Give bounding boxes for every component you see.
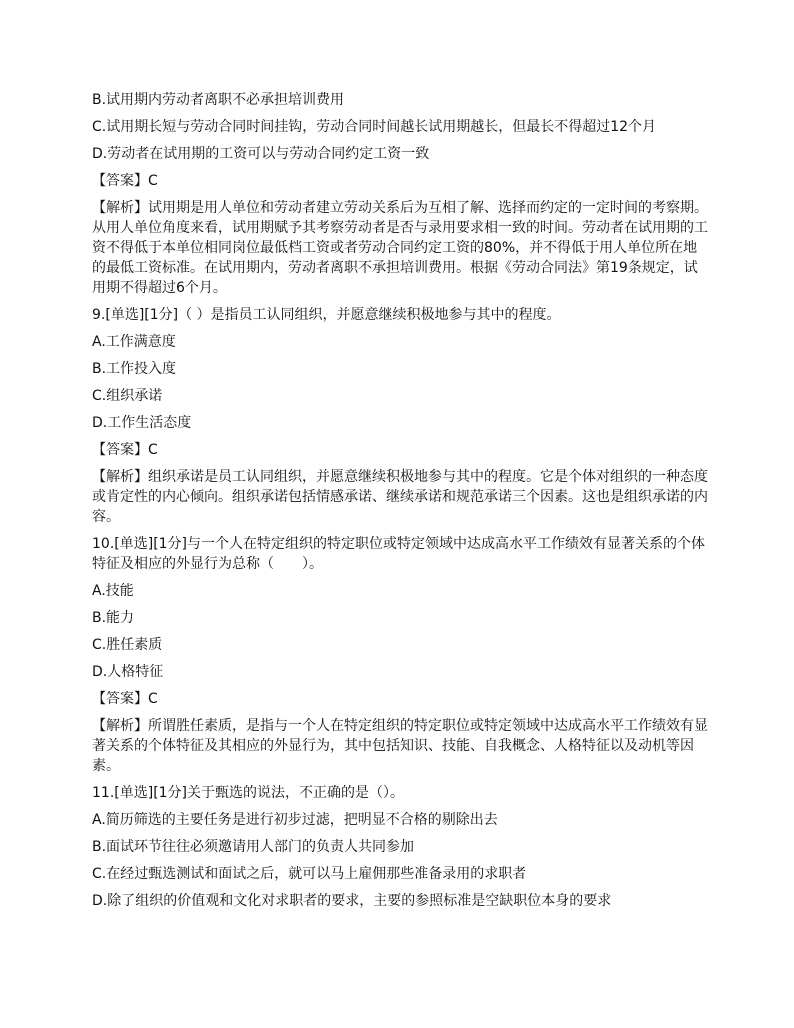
option-a: A.工作满意度 xyxy=(92,334,176,350)
option-d: D.除了组织的价值观和文化对求职者的要求，主要的参照标准是空缺职位本身的要求 xyxy=(92,893,612,909)
answer: 【答案】C xyxy=(92,691,158,707)
question-9: 9.[单选][1分]（ ）是指员工认同组织，并愿意继续积极地参与其中的程度。 xyxy=(92,307,561,323)
question-10: 10.[单选][1分]与一个人在特定组织的特定职位或特定领域中达成高水平工作绩效有显著关系的个体特征及相应的外显行为总称（ ）。 xyxy=(92,536,706,572)
answer: 【答案】C xyxy=(92,442,158,458)
option-b: B.面试环节往往必须邀请用人部门的负责人共同参加 xyxy=(92,839,415,855)
option-d: D.劳动者在试用期的工资可以与劳动合同约定工资一致 xyxy=(92,146,430,162)
option-c: C.在经过甄选测试和面试之后，就可以马上雇佣那些准备录用的求职者 xyxy=(92,866,527,882)
analysis: 【解析】试用期是用人单位和劳动者建立劳动关系后为互相了解、选择而约定的一定时间的考察期。从用人单位角度来看，试用期赋予其考察劳动者是否与录用要求相一致的时间。劳动者在试用期的工资不得低于本单位相同岗位最低档工资或者劳动合同约定工资的80%，并不得低于用人单位所在地的最低工资标准。在试用期内，劳动者离职不承担培训费用。根据《劳动合同法》第19条规定，试用期不得超过6个月。 xyxy=(92,200,708,296)
document-page xyxy=(92,90,708,918)
option-b: B.工作投入度 xyxy=(92,361,177,377)
option-d: D.人格特征 xyxy=(92,664,164,680)
option-b: B.能力 xyxy=(92,610,135,626)
option-c: C.胜任素质 xyxy=(92,637,163,653)
analysis: 【解析】所谓胜任素质，是指与一个人在特定组织的特定职位或特定领域中达成高水平工作绩效有显著关系的个体特征及其相应的外显行为，其中包括知识、技能、自我概念、人格特征以及动机等因素。 xyxy=(92,718,708,774)
option-d: D.工作生活态度 xyxy=(92,415,192,431)
option-c: C.试用期长短与劳动合同时间挂钩，劳动合同时间越长试用期越长，但最长不得超过12个月 xyxy=(92,119,657,135)
answer: 【答案】C xyxy=(92,173,158,189)
option-b: B.试用期内劳动者离职不必承担培训费用 xyxy=(92,92,345,108)
analysis: 【解析】组织承诺是员工认同组织，并愿意继续积极地参与其中的程度。它是个体对组织的一种态度或肯定性的内心倾向。组织承诺包括情感承诺、继续承诺和规范承诺三个因素。这也是组织承诺的内容。 xyxy=(92,469,708,525)
option-a: A.技能 xyxy=(92,583,134,599)
option-c: C.组织承诺 xyxy=(92,388,163,404)
option-a: A.简历筛选的主要任务是进行初步过滤，把明显不合格的剔除出去 xyxy=(92,812,498,828)
question-11: 11.[单选][1分]关于甄选的说法，不正确的是（）。 xyxy=(92,785,405,801)
